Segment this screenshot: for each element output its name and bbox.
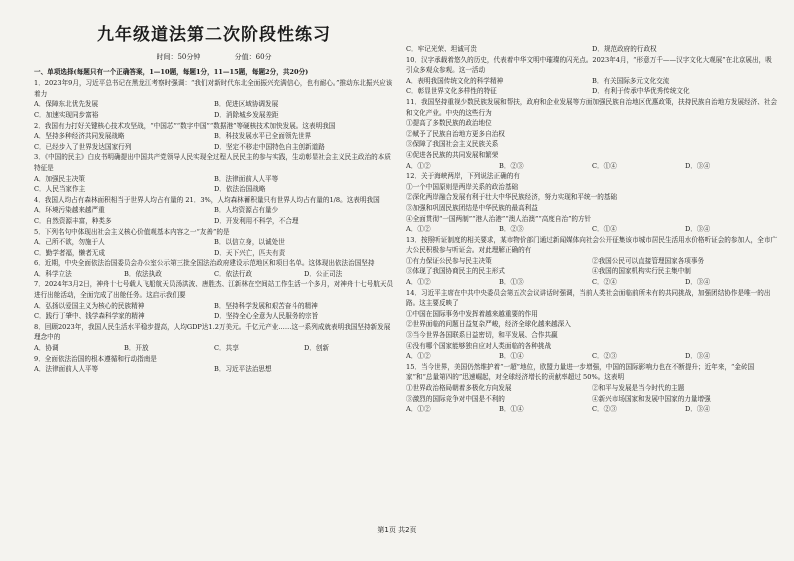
page-title: 九年级道法第二次阶段性练习 xyxy=(97,25,331,45)
question-stem: 11．我国坚持重视少数民族发展和帮扶，政府和企业发展等方面加强民族自治地区优惠政策，扶持民族自治地方发展经济、社会和文化产业。中央的这些行为 xyxy=(406,97,778,117)
question-stem: 7．2024年3月2日，神舟十七号载人飞船航天员汤洪波、唐胜杰、江新林在空间站工作生活一个多月，对神舟十七号航天员进行出舱活动，全面完成了出舱任务。这启示我们要 xyxy=(34,280,394,300)
answer-option: C．彰显世界文化多样性的特征 xyxy=(406,87,497,96)
left-question-list xyxy=(34,78,394,375)
option-list xyxy=(406,277,778,288)
question xyxy=(406,277,778,288)
answer-option: D．依法治国战略 xyxy=(214,185,266,194)
answer-option: ②和平与发展是当今时代的主题 xyxy=(592,384,685,392)
answer-option: C．②③ xyxy=(592,352,617,361)
question xyxy=(34,258,394,279)
answer-option: D．③④ xyxy=(685,161,711,170)
answer-option: D．规范政府的行政权 xyxy=(592,45,657,53)
answer-option: ④新兴市场国家和发展中国家的力量增强 xyxy=(592,394,711,403)
right-column xyxy=(406,44,778,415)
exam-meta xyxy=(34,52,394,63)
answer-option: C．①④ xyxy=(592,225,617,234)
option-list xyxy=(34,269,394,280)
answer-option: ④促进各民族的共同发展和繁荣 xyxy=(406,150,499,159)
answer-option: ①提高了多数民族的政治地位 xyxy=(406,119,492,128)
question-stem: 13．按照听证制度的相关要求，某市物价部门通过新闻媒体向社会公开征集该市城市居民生活用水价格听证会的参加人，全市广大公民积极参与听证会。对此理解正确的有 xyxy=(406,235,778,255)
answer-option: D．坚持全心全意为人民服务的宗旨 xyxy=(214,312,319,321)
question-stem: 5．下列名句中体现出社会主义核心价值观基本内容之一“友善”的是 xyxy=(34,227,230,236)
answer-option: C．依法行政 xyxy=(214,269,253,278)
exam-time: 时间：50分钟 xyxy=(156,53,201,61)
answer-option: B．科技发展水平已全面领先世界 xyxy=(214,132,312,141)
answer-option: ④全面贯彻“一国两制”“港人治港”“澳人治澳”“高度自治”的方针 xyxy=(406,214,592,223)
answer-option: ③加强和巩固民族团结是中华民族的最高利益 xyxy=(406,203,538,212)
answer-option: B．习近平法治思想 xyxy=(214,365,272,374)
answer-option: ②我国公民可以直接管理国家各项事务 xyxy=(592,256,705,265)
answer-option: A．法律面前人人平等 xyxy=(34,365,99,374)
answer-option: A．①② xyxy=(406,225,431,234)
answer-option: B．②③ xyxy=(499,161,524,170)
answer-option: ①有力保证公民参与民主决策 xyxy=(406,256,492,265)
section-heading: 一、单项选择(每题只有一个正确答案，1—10题，每题1分，11—15题，每题2分，共20分) xyxy=(34,67,309,76)
question xyxy=(406,55,778,97)
question-stem: 10．汉字承载着悠久的历史，代表着中华文明中璀璨的闪光点。2023年4月，“形意万千——汉字文化大观展”在北京展出，吸引众多观众参观。这一活动 xyxy=(406,55,772,75)
answer-option: A．科学立法 xyxy=(34,269,72,278)
answer-option: D．开发利用不科学，不合理 xyxy=(214,216,299,225)
answer-option: A．①② xyxy=(406,161,431,170)
option-list xyxy=(34,131,394,152)
answer-option: B．依法执政 xyxy=(124,269,162,278)
option-list xyxy=(34,364,394,375)
answer-option: ③激烈的国际竞争对中国是不利的 xyxy=(406,394,505,403)
answer-option: A．加强民主决策 xyxy=(34,174,85,183)
option-list xyxy=(34,174,394,195)
option-list xyxy=(406,182,778,224)
answer-option: A．①② xyxy=(406,352,431,361)
question xyxy=(406,288,778,352)
option-list xyxy=(406,76,778,97)
answer-option: D．消除城乡发展差距 xyxy=(214,110,279,119)
answer-option: C．①④ xyxy=(592,161,617,170)
question xyxy=(34,227,394,259)
answer-option: C．②③ xyxy=(592,405,617,414)
answer-option: A．①② xyxy=(406,405,431,414)
answer-option: A．坚持多种经济共同发展战略 xyxy=(34,132,125,141)
answer-option: B．促进区域协调发展 xyxy=(214,100,279,109)
option-list xyxy=(406,404,778,415)
answer-option: ①世界政治格局朝着多极化方向发展 xyxy=(406,384,512,392)
answer-option: D．③④ xyxy=(685,405,711,414)
option-list xyxy=(34,99,394,120)
question-stem: 12．关于海峡两岸，下列说法正确的有 xyxy=(406,172,520,181)
question xyxy=(406,235,778,277)
page-footer: 第1页 共2页 xyxy=(377,526,417,534)
answer-option: ①中国在国际事务中发挥着越来越重要的作用 xyxy=(406,309,538,318)
question-stem: 15．当今世界，美国仍然维护着“一超”地位，欧盟力量进一步增强，中国的国际影响力也在不断提升；近年来，“金砖国家”和“总量第四的”迅速崛起，对全球经济增长的贡献率超过 50%。这表明 xyxy=(406,362,755,382)
answer-option: B．①③ xyxy=(499,278,524,287)
question xyxy=(406,404,778,415)
answer-option: ③保障了我国社会主义民族关系 xyxy=(406,140,499,149)
answer-option: ④我国的国家机构实行民主集中制 xyxy=(592,267,691,276)
answer-option: ③当今世界各国联系日益密切，和平发展、合作共赢 xyxy=(406,331,558,340)
question xyxy=(34,121,394,153)
question xyxy=(406,224,778,235)
answer-option: B．法律面前人人平等 xyxy=(214,174,279,183)
answer-option: ②赋予了民族自治地方更多自治权 xyxy=(406,129,505,138)
answer-option: D．有利于传承中华优秀传统文化 xyxy=(592,87,690,96)
answer-option: D．创新 xyxy=(304,344,330,353)
question xyxy=(406,362,778,404)
answer-option: C．人民当家作主 xyxy=(34,185,86,194)
answer-option: ④没有哪个国家能够独自应对人类面临的各种挑战 xyxy=(406,341,552,350)
question xyxy=(34,279,394,321)
answer-option: C．践行丁肇中、钱学森科学家的精神 xyxy=(34,312,145,321)
option-list xyxy=(406,224,778,235)
option-list xyxy=(34,343,394,354)
answer-option: A．保障东北优先发展 xyxy=(34,100,99,109)
answer-option: ③体现了我国协商民主的民主形式 xyxy=(406,267,505,276)
answer-option: A．环境污染越来越严重 xyxy=(34,206,105,215)
answer-option: ②世界面临的问题日益复杂严峻，经济全球化越来越深入 xyxy=(406,320,571,329)
answer-option: C．加速实现同步富裕 xyxy=(34,110,99,119)
answer-option: B．①④ xyxy=(499,352,524,361)
option-list xyxy=(406,118,778,160)
option-list xyxy=(406,44,778,55)
option-list xyxy=(406,351,778,362)
question xyxy=(34,152,394,194)
answer-option: D．③④ xyxy=(685,278,711,287)
option-list xyxy=(34,205,394,226)
answer-option: B．有关国际多元文化交流 xyxy=(592,76,670,85)
answer-option: B．以信立身，以诚处世 xyxy=(214,238,285,247)
question xyxy=(406,351,778,362)
left-column xyxy=(34,0,394,375)
answer-option: A．弘扬以爱国主义为核心的民族精神 xyxy=(34,301,145,310)
question-stem: 6．近期，中央全面依法治国委员会办公室公示第三批全国法治政府建设示范地区和项目名单。这体现出依法治国坚持 xyxy=(34,259,375,268)
answer-option: B．坚持科学发展和艰苦奋斗的精神 xyxy=(214,301,318,310)
answer-option: ①一个中国原则是两岸关系的政治基础 xyxy=(406,182,519,191)
question xyxy=(406,161,778,172)
question-stem: 8．回顾2023年，我国人民生活水平稳步提高，人均GDP达1.2万美元。千亿元产业……这一系列成就表明我国坚持新发展理念中的 xyxy=(34,322,391,342)
answer-option: ②深化两岸融合发展有利于壮大中华民族经济，努力实现和平统一的基础 xyxy=(406,193,617,202)
question-stem: 14．习近平主席在中共中央委员会第五次会议讲话时强调，当前人类社会面临前所未有的共同挑战，加强团结协作是唯一的出路。这主要反映了 xyxy=(406,288,771,308)
answer-option: A．协调 xyxy=(34,344,59,353)
question-stem: 9．全面依法治国的根本遵循和行动指南是 xyxy=(34,354,157,363)
question-stem: 4．我国人均占有森林面积相当于世界人均占有量的 21．3%，人均森林蓄积量只有世界人均占有量的1/8。这表明我国 xyxy=(34,195,380,204)
answer-option: B．②③ xyxy=(499,225,524,234)
question-stem: 3．《中国的民主》白皮书明确提出中国共产党领导人民实现全过程人民民主的参与实践，生动彰显社会主义民主政治的本质特征是 xyxy=(34,153,391,172)
question-stem: 1．2023年9月，习近平总书记在黑龙江考察时强调：“我们对新时代东北全面振兴充满信心，也有耐心。”推动东北振兴应该着力 xyxy=(34,79,393,98)
answer-option: C．自然资源丰富，种类多 xyxy=(34,216,112,225)
answer-option: B．①④ xyxy=(499,405,524,414)
answer-option: A．①② xyxy=(406,278,431,287)
answer-option: C．②④ xyxy=(592,278,617,287)
option-list xyxy=(406,161,778,172)
answer-option: C．勤学者福，懒者无成 xyxy=(34,248,105,257)
answer-option: D．公正司法 xyxy=(304,269,343,278)
answer-option: B．人均资源占有量少 xyxy=(214,206,279,215)
option-list xyxy=(406,309,778,351)
question xyxy=(34,78,394,120)
exam-score: 分值：60分 xyxy=(234,53,272,61)
answer-option: C．已经步入了世界发达国家行列 xyxy=(34,142,132,151)
answer-option: D．③④ xyxy=(685,352,711,361)
question xyxy=(406,171,778,224)
answer-option: A．表明我国传统文化的科学精神 xyxy=(406,76,504,85)
answer-option: D．坚定不移走中国特色自主创新道路 xyxy=(214,142,325,151)
answer-option: D．天下兴亡，匹夫有责 xyxy=(214,248,286,257)
question xyxy=(34,354,394,375)
right-question-list xyxy=(406,44,778,415)
answer-option: D．③④ xyxy=(685,225,711,234)
answer-option: C．共享 xyxy=(214,344,239,353)
question xyxy=(34,195,394,227)
question xyxy=(34,322,394,354)
question xyxy=(406,44,778,55)
option-list xyxy=(34,237,394,258)
answer-option: A．己所不欲，勿施于人 xyxy=(34,238,105,247)
answer-option: C．牢记光荣、坦诚可贵 xyxy=(406,45,477,53)
option-list xyxy=(406,256,778,277)
option-list xyxy=(406,383,778,404)
question-stem: 2．我国有力打好关键核心技术攻坚战，“中国芯”“数字中国”“数据港”等硬核技术加快发展。这表明我国 xyxy=(34,121,336,130)
option-list xyxy=(34,301,394,322)
answer-option: B．开放 xyxy=(124,344,149,353)
question xyxy=(406,97,778,161)
